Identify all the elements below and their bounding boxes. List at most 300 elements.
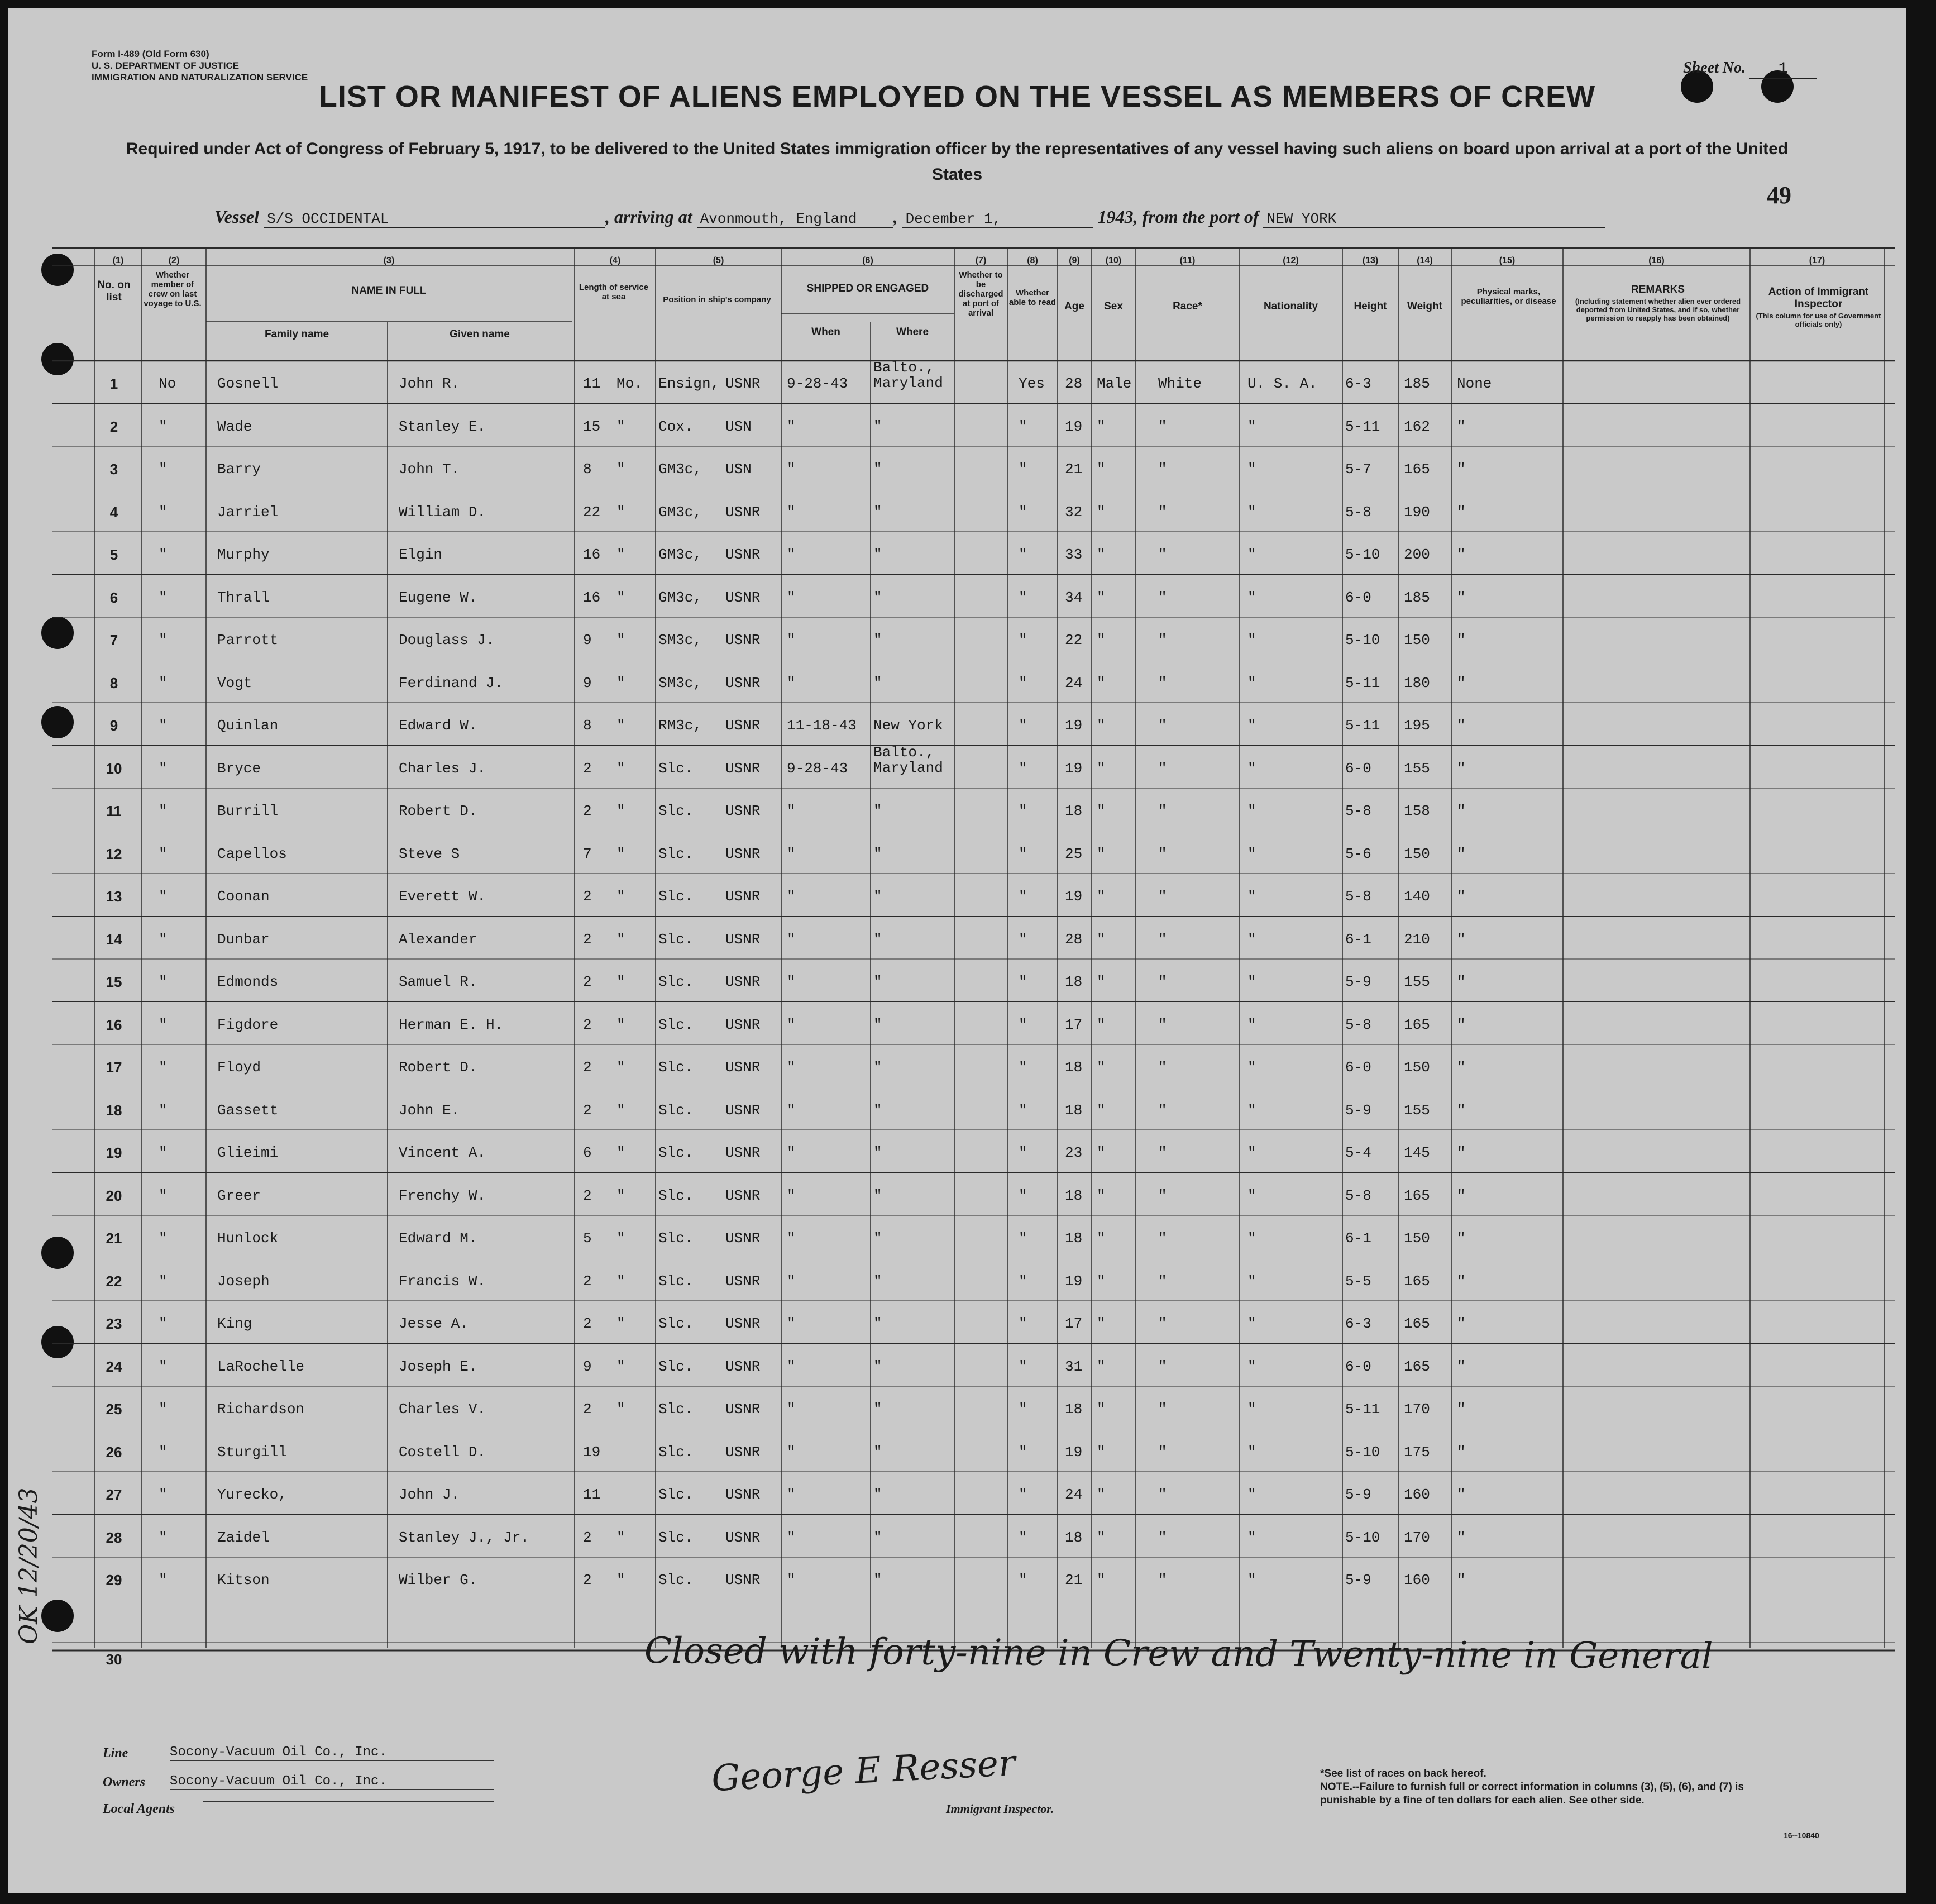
given-name-cell: Jesse A. [399,1315,469,1332]
row-number: 29 [106,1572,122,1588]
age-cell: 25 [1065,845,1083,862]
sheet-number-value: 1 [1749,60,1817,79]
service-length-cell: 9 [583,632,592,648]
physical-marks-cell: " [1457,760,1466,777]
service-unit-cell: " [616,1187,625,1204]
physical-marks-cell: " [1457,1486,1466,1503]
prev-voyage-cell: " [159,589,168,606]
physical-marks-cell: None [1457,375,1492,392]
race-cell: " [1158,503,1167,521]
service-length-cell: 2 [583,1059,592,1076]
branch-cell: USNR [725,1059,761,1076]
position-cell: SM3c, [658,632,702,648]
given-name-cell: Frenchy W. [399,1187,486,1204]
header-age: Age [1064,300,1084,312]
nationality-cell: " [1247,1144,1256,1161]
race-cell: " [1158,1572,1167,1588]
able-to-read-cell: " [1019,1101,1027,1119]
height-cell: 5-8 [1345,803,1371,819]
weight-cell: 155 [1404,760,1430,777]
prev-voyage-cell: " [159,888,168,905]
header-able-to-read: Whether able to read [1008,288,1057,307]
nationality-cell: " [1247,632,1256,648]
sex-cell: " [1097,760,1106,777]
physical-marks-cell: " [1457,1016,1466,1033]
shipped-when-cell: " [787,974,796,990]
header-remarks: REMARKS [1631,284,1685,295]
height-cell: 5-7 [1345,461,1371,478]
weight-cell: 158 [1404,803,1430,819]
given-name-cell: Everett W. [399,888,486,905]
physical-marks-cell: " [1457,930,1466,948]
shipped-when-cell: 11-18-43 [787,717,857,734]
header-nationality: Nationality [1263,300,1318,312]
family-name-cell: Edmonds [217,974,279,990]
sex-cell: " [1097,1572,1106,1588]
service-length-cell: 11 [583,1486,601,1503]
shipped-when-cell: " [787,803,796,819]
race-cell: " [1158,1486,1167,1503]
column-number: (7) [975,256,987,265]
prev-voyage-cell: " [159,1572,168,1588]
row-number: 18 [106,1101,122,1119]
race-cell: " [1158,760,1167,777]
race-cell: " [1158,1529,1167,1546]
height-cell: 5-10 [1345,632,1380,648]
column-number: (11) [1179,256,1196,265]
sex-cell: " [1097,1059,1106,1076]
row-number: 14 [106,930,122,948]
given-name-cell: John E. [399,1101,460,1119]
prev-voyage-cell: " [159,1230,168,1247]
service-length-cell: 7 [583,845,592,862]
departure-port: NEW YORK [1263,211,1605,228]
height-cell: 5-9 [1345,1486,1371,1503]
nationality-cell: " [1247,1315,1256,1332]
height-cell: 5-9 [1345,1101,1371,1119]
given-name-cell: John R. [399,375,460,392]
height-cell: 5-9 [1345,1572,1371,1588]
position-cell: Ensign, [658,375,720,392]
weight-cell: 195 [1404,717,1430,734]
branch-cell: USNR [725,1016,761,1033]
header-action-note: (This column for use of Government officials only) [1756,312,1881,328]
branch-cell: USNR [725,546,761,563]
prev-voyage-cell: " [159,930,168,948]
given-name-cell: John J. [399,1486,460,1503]
shipped-when-cell: " [787,1059,796,1076]
sex-cell: " [1097,1358,1106,1375]
manifest-sheet [8,8,1906,1893]
shipped-when-cell: " [787,1230,796,1247]
sex-cell: " [1097,1315,1106,1332]
given-name-cell: Robert D. [399,1059,477,1076]
age-cell: 18 [1065,1059,1083,1076]
able-to-read-cell: " [1019,632,1027,648]
shipped-when-cell: " [787,674,796,691]
age-cell: 28 [1065,375,1083,392]
sex-cell: " [1097,503,1106,521]
weight-cell: 150 [1404,1230,1430,1247]
able-to-read-cell: " [1019,1144,1027,1161]
shipped-where-cell: " [873,503,882,521]
given-name-cell: William D. [399,503,486,521]
row-number: 9 [109,717,118,734]
shipped-where-cell: " [873,930,882,948]
arrival-port: Avonmouth, England [697,211,893,228]
branch-cell: USNR [725,845,761,862]
race-cell: " [1158,1101,1167,1119]
header-sex: Sex [1104,300,1123,312]
able-to-read-cell: " [1019,1572,1027,1588]
local-agents-label: Local Agents [103,1802,175,1816]
height-cell: 6-0 [1345,589,1371,606]
family-name-cell: Quinlan [217,717,279,734]
shipped-when-cell: " [787,1486,796,1503]
weight-cell: 165 [1404,1187,1430,1204]
service-unit-cell: " [616,1144,625,1161]
prev-voyage-cell: " [159,1486,168,1503]
shipped-where-cell: " [873,1059,882,1076]
branch-cell: USNR [725,717,761,734]
family-name-cell: Capellos [217,845,287,862]
shipped-when-cell: " [787,1016,796,1033]
given-name-cell: Eugene W. [399,589,477,606]
able-to-read-cell: " [1019,1529,1027,1546]
nationality-cell: " [1247,1529,1256,1546]
able-to-read-cell: " [1019,974,1027,990]
family-name-cell: Jarriel [217,503,279,521]
service-length-cell: 2 [583,803,592,819]
race-cell: " [1158,461,1167,478]
race-cell: White [1158,375,1202,392]
able-to-read-cell: " [1019,503,1027,521]
inspector-margin-note: OK 12/20/43 [15,1487,43,1644]
footnotes [1320,1767,1778,1807]
height-cell: 5-8 [1345,1016,1371,1033]
position-cell: GM3c, [658,461,702,478]
branch-cell: USNR [725,1144,761,1161]
branch-cell: USN [725,461,752,478]
line-value: Socony-Vacuum Oil Co., Inc. [170,1745,494,1761]
weight-cell: 185 [1404,375,1430,392]
page-stamp-number: 49 [1767,182,1791,209]
prev-voyage-cell: " [159,418,168,435]
service-unit-cell: " [616,1272,625,1290]
given-name-cell: Steve S [399,845,460,862]
service-unit-cell: " [616,1101,625,1119]
header-weight: Weight [1407,300,1442,312]
branch-cell: USNR [725,1572,761,1588]
prev-voyage-cell: " [159,1315,168,1332]
row-number: 28 [106,1529,122,1546]
sex-cell: " [1097,845,1106,862]
weight-cell: 170 [1404,1529,1430,1546]
shipped-where-cell: " [873,546,882,563]
service-unit-cell: " [616,674,625,691]
shipped-where-cell: " [873,632,882,648]
position-cell: Slc. [658,1059,694,1076]
able-to-read-cell: " [1019,760,1027,777]
prev-voyage-cell: " [159,760,168,777]
prev-voyage-cell: " [159,1187,168,1204]
branch-cell: USNR [725,674,761,691]
physical-marks-cell: " [1457,589,1466,606]
sex-cell: " [1097,461,1106,478]
height-cell: 6-1 [1345,1230,1371,1247]
age-cell: 17 [1065,1315,1083,1332]
row-number: 27 [106,1486,122,1503]
service-unit-cell: " [616,1529,625,1546]
shipped-when-cell: " [787,1358,796,1375]
family-name-cell: Hunlock [217,1230,279,1247]
nationality-cell: " [1247,1101,1256,1119]
height-cell: 5-8 [1345,1187,1371,1204]
page-title: LIST OR MANIFEST OF ALIENS EMPLOYED ON THE VESSEL AS MEMBERS OF CREW [318,80,1596,113]
height-cell: 5-10 [1345,1443,1380,1461]
race-cell: " [1158,803,1167,819]
row-number: 16 [106,1016,122,1033]
weight-cell: 165 [1404,1358,1430,1375]
weight-cell: 185 [1404,589,1430,606]
prev-voyage-cell: " [159,1144,168,1161]
branch-cell: USNR [725,1101,761,1119]
service-unit-cell: " [616,461,625,478]
shipped-where-cell: " [873,1272,882,1290]
from-label: from the port of [1142,207,1259,227]
position-cell: Slc. [658,1016,694,1033]
physical-marks-cell: " [1457,674,1466,691]
family-name-cell: Wade [217,418,252,435]
branch-cell: USNR [725,760,761,777]
able-to-read-cell: " [1019,930,1027,948]
shipped-where-cell: " [873,803,882,819]
given-name-cell: Stanley J., Jr. [399,1529,530,1546]
race-cell: " [1158,546,1167,563]
given-name-cell: Robert D. [399,803,477,819]
sex-cell: " [1097,1529,1106,1546]
header-when: When [811,326,840,338]
service-length-cell: 22 [583,503,601,521]
service-length-cell: 8 [583,717,592,734]
page-subtitle: Required under Act of Congress of February 5, 1917, to be delivered to the United States immigration officer by the representatives of any vessel having such aliens on board upon arrival at a port of the United States [126,140,1789,184]
age-cell: 19 [1065,717,1083,734]
service-length-cell: 5 [583,1230,592,1247]
prev-voyage-cell: " [159,1401,168,1418]
nationality-cell: " [1247,1486,1256,1503]
height-cell: 5-10 [1345,546,1380,563]
race-cell: " [1158,1443,1167,1461]
sex-cell: " [1097,674,1106,691]
physical-marks-cell: " [1457,461,1466,478]
family-name-cell: Greer [217,1187,261,1204]
position-cell: SM3c, [658,674,702,691]
service-length-cell: 2 [583,1272,592,1290]
physical-marks-cell: " [1457,632,1466,648]
branch-cell: USNR [725,375,761,392]
height-cell: 6-3 [1345,1315,1371,1332]
race-cell: " [1158,930,1167,948]
branch-cell: USNR [725,632,761,648]
sex-cell: " [1097,717,1106,734]
shipped-where-cell: " [873,1358,882,1375]
family-name-cell: Yurecko, [217,1486,287,1503]
header-height: Height [1354,300,1387,312]
shipped-where-cell: Balto., Maryland [873,359,943,392]
family-name-cell: Zaidel [217,1529,270,1546]
position-cell: Slc. [658,1358,694,1375]
sex-cell: " [1097,589,1106,606]
shipped-when-cell: " [787,546,796,563]
prev-voyage-cell: " [159,717,168,734]
age-cell: 33 [1065,546,1083,563]
nationality-cell: " [1247,1187,1256,1204]
family-name-cell: Joseph [217,1272,270,1290]
service-unit-cell: " [616,845,625,862]
branch-cell: USNR [725,888,761,905]
shipped-when-cell: " [787,1101,796,1119]
physical-marks-cell: " [1457,418,1466,435]
weight-cell: 170 [1404,1401,1430,1418]
service-length-cell: 9 [583,674,592,691]
header-member-last-voyage: Whether member of crew on last voyage to U.S. [144,270,202,308]
column-number: (3) [383,256,395,265]
shipped-where-cell: " [873,461,882,478]
header-no-on-list: No. on list [97,279,131,303]
branch-cell: USN [725,418,752,435]
shipped-when-cell: " [787,845,796,862]
family-name-cell: Richardson [217,1401,305,1418]
age-cell: 19 [1065,418,1083,435]
given-name-cell: Joseph E. [399,1358,477,1375]
line-label: Line [103,1746,128,1760]
shipped-when-cell: " [787,503,796,521]
height-cell: 5-4 [1345,1144,1371,1161]
column-number: (10) [1105,256,1122,265]
nationality-cell: " [1247,760,1256,777]
nationality-cell: " [1247,717,1256,734]
shipped-where-cell: " [873,1315,882,1332]
age-cell: 18 [1065,974,1083,990]
row-number: 22 [106,1272,122,1290]
shipped-when-cell: " [787,418,796,435]
weight-cell: 160 [1404,1486,1430,1503]
column-number: (14) [1417,256,1433,265]
age-cell: 18 [1065,1230,1083,1247]
height-cell: 5-8 [1345,503,1371,521]
column-number: (16) [1648,256,1665,265]
weight-cell: 155 [1404,1101,1430,1119]
service-unit-cell: " [616,1315,625,1332]
position-cell: RM3c, [658,717,702,734]
height-cell: 6-1 [1345,930,1371,948]
able-to-read-cell: " [1019,1272,1027,1290]
sex-cell: " [1097,1144,1106,1161]
age-cell: 21 [1065,461,1083,478]
row-number: 19 [106,1144,122,1161]
row-number: 12 [106,845,122,862]
age-cell: 17 [1065,1016,1083,1033]
service-length-cell: 9 [583,1358,592,1375]
family-name-cell: Glieimi [217,1144,279,1161]
service-unit-cell: " [616,1401,625,1418]
branch-cell: USNR [725,1529,761,1546]
family-name-cell: Floyd [217,1059,261,1076]
given-name-cell: Edward W. [399,717,477,734]
physical-marks-cell: " [1457,1315,1466,1332]
height-cell: 6-0 [1345,760,1371,777]
row-number: 8 [109,674,118,691]
height-cell: 5-11 [1345,1401,1380,1418]
header-physical-marks: Physical marks, peculiarities, or disease [1461,287,1556,306]
weight-cell: 200 [1404,546,1430,563]
height-cell: 5-11 [1345,418,1380,435]
shipped-where-cell: Balto., Maryland [873,743,943,776]
header-family-name: Family name [264,328,329,340]
position-cell: Slc. [658,1101,694,1119]
nationality-cell: " [1247,803,1256,819]
position-cell: Slc. [658,1272,694,1290]
service-unit-cell: " [616,717,625,734]
column-number: (13) [1362,256,1379,265]
weight-cell: 160 [1404,1572,1430,1588]
age-cell: 24 [1065,674,1083,691]
weight-cell: 150 [1404,845,1430,862]
age-cell: 19 [1065,1272,1083,1290]
age-cell: 34 [1065,589,1083,606]
shipped-when-cell: " [787,1443,796,1461]
given-name-cell: Douglass J. [399,632,495,648]
nationality-cell: " [1247,461,1256,478]
shipped-where-cell: " [873,589,882,606]
sex-cell: " [1097,1272,1106,1290]
service-length-cell: 19 [583,1443,601,1461]
age-cell: 18 [1065,1401,1083,1418]
position-cell: GM3c, [658,546,702,563]
height-cell: 6-3 [1345,375,1371,392]
weight-cell: 175 [1404,1443,1430,1461]
race-cell: " [1158,1187,1167,1204]
weight-cell: 190 [1404,503,1430,521]
sex-cell: " [1097,546,1106,563]
shipped-where-cell: " [873,1572,882,1588]
prev-voyage-cell: " [159,1272,168,1290]
physical-marks-cell: " [1457,546,1466,563]
shipped-where-cell: " [873,1529,882,1546]
nationality-cell: " [1247,1230,1256,1247]
prev-voyage-cell: " [159,974,168,990]
shipped-where-cell: " [873,888,882,905]
weight-cell: 165 [1404,1315,1430,1332]
column-number: (2) [168,256,180,265]
weight-cell: 210 [1404,930,1430,948]
row-number: 25 [106,1401,122,1418]
shipped-where-cell: " [873,1187,882,1204]
height-cell: 5-6 [1345,845,1371,862]
height-cell: 5-10 [1345,1529,1380,1546]
race-cell: " [1158,1401,1167,1418]
service-unit-cell: " [616,546,625,563]
shipped-where-cell: " [873,974,882,990]
service-unit-cell: Mo. [616,375,643,392]
service-length-cell: 16 [583,589,601,606]
race-cell: " [1158,845,1167,862]
service-unit-cell: " [616,1016,625,1033]
position-cell: Slc. [658,845,694,862]
height-cell: 5-11 [1345,674,1380,691]
shipped-when-cell: " [787,930,796,948]
row-number: 10 [106,760,122,777]
